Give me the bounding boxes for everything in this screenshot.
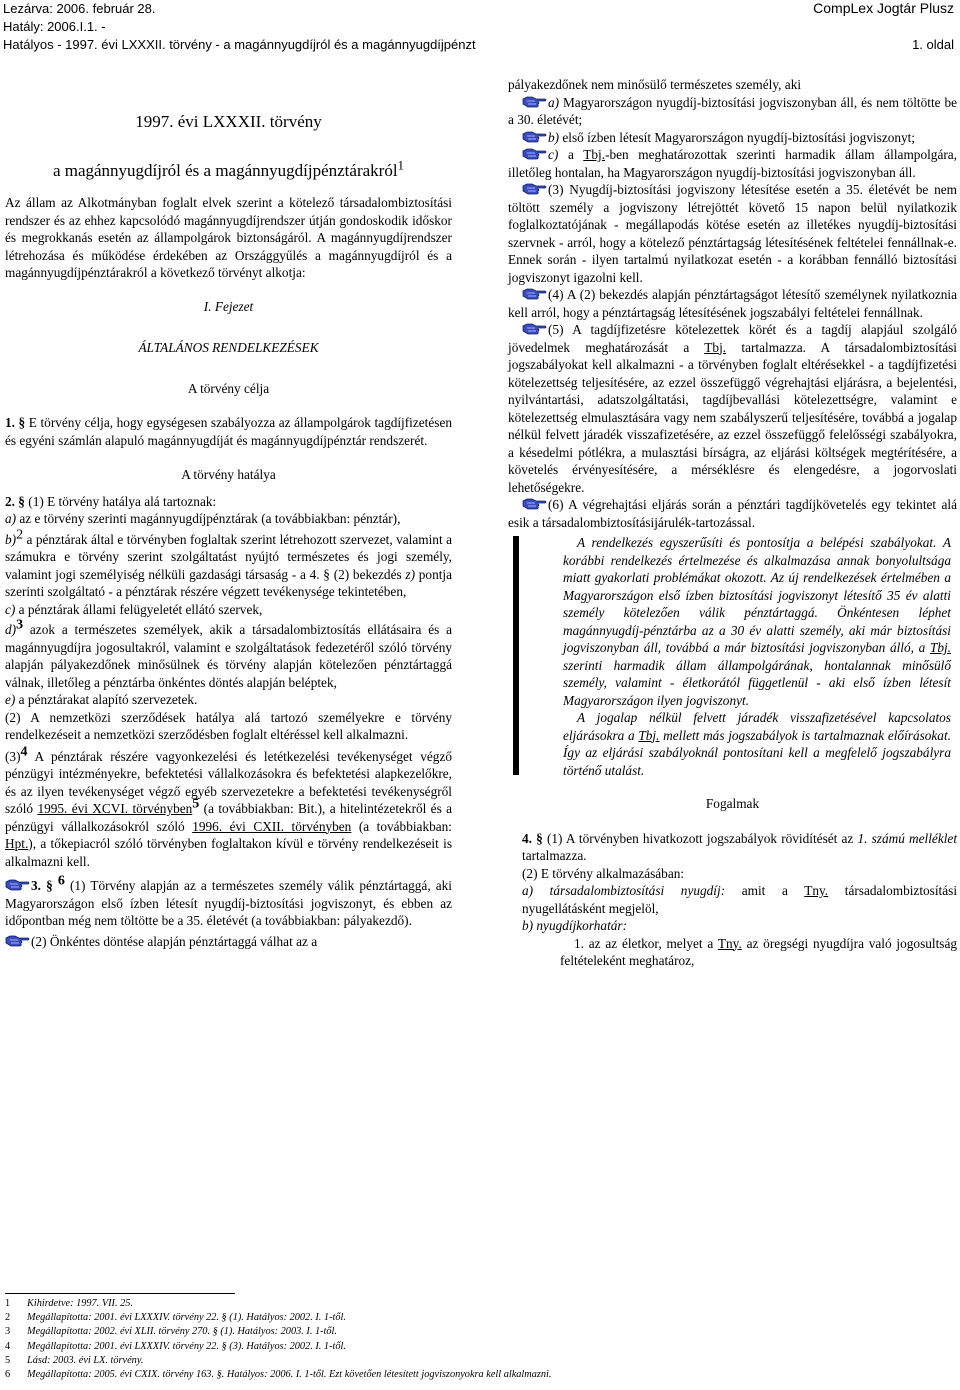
footnote-ref[interactable]: 2	[16, 527, 24, 543]
definition-b: b) nyugdíjkorhatár:	[522, 918, 628, 933]
footnote-ref[interactable]: 4	[20, 744, 28, 760]
section-3-para-1: 3. § 6 (1) Törvény alapján az a természetes személy válik pénztártaggá, aki Magyarországon első ízben létesít nyugdíj-biztosítási jogviszonyt, és ebben az időpontban még nem töltötte be a 35. életévét (a továbbiakban: pályakezdő).	[5, 873, 452, 928]
section-1: 1. § E törvény célja, hogy egységesen szabályozza az állampolgárok tagdíjfizetésen és egyéni számlán alapuló magánnyugdíját és magánnyugdíjpénztár rendszerét.	[5, 415, 452, 448]
law-link-bit[interactable]: 1995. évi XCVI. törvényben	[37, 801, 193, 816]
footnote: 2 Megállapította: 2001. évi LXXXIV. törvény 22. § (1). Hatályos: 2002. I. 1-től.	[5, 1312, 346, 1324]
abbrev-link-tny[interactable]: Tny.	[804, 883, 829, 898]
commentary-bar-gap	[513, 834, 519, 844]
section-3-para-6: (6) A végrehajtási eljárás során a pénztári tagdíjkövetelés egy tekintet alá esik a társadalombiztosításijárulék-tartozással.	[508, 497, 957, 530]
preamble-text: Az állam az Alkotmányban foglalt elvek szerint a kötelező társadalombiztosítási rendszer és az ehhez kapcsolódó magánnyugdíjrendszer útján gondoskodik időskor és megrokkanás esetén az állampolgárok biztonságáról.	[5, 195, 452, 245]
heading-definitions: Fogalmak	[705, 796, 760, 811]
abbrev-link-tbj[interactable]: Tbj.	[929, 640, 951, 655]
section-4-para-1: 4. § (1) A törvényben hivatkozott jogszabályok rövidítését az 1. számú melléklet tartalmazza.	[522, 830, 958, 863]
footnotes	[5, 1297, 945, 1382]
page-header	[0, 0, 960, 56]
preamble	[5, 194, 452, 282]
footnote: 3 Megállapította: 2002. évi XLII. törvény 270. § (1). Hatályos: 2003. I. 1-től.	[5, 1326, 337, 1338]
pointing-hand-icon[interactable]	[522, 130, 547, 144]
pointing-hand-icon[interactable]	[5, 878, 30, 892]
pointing-hand-icon[interactable]	[522, 287, 547, 301]
section-4-para-2: (2) E törvény alkalmazásában:	[522, 865, 685, 881]
heading-scope: A törvény hatálya	[181, 467, 276, 482]
commentary-block	[513, 534, 957, 779]
section-2-point-a: a) az e törvény szerinti magánnyugdíjpénztárak (a továbbiakban: pénztár),	[5, 511, 401, 526]
section-2-point-c: c) a pénztárak állami felügyeletét ellátó szervek,	[5, 601, 263, 617]
document-title-line: Hatályos - 1997. évi LXXXII. törvény - a magánnyugdíjról és a magánnyugdíjpénzt	[3, 37, 476, 52]
heading-purpose: A törvény célja	[187, 380, 270, 396]
section-2-para-3: (3)4 A pénztárak részére vagyonkezelési és letétkezelési tevékenységet végző pénzügyi intézményekre, befektetési vállalkozásokra és befektetési alapkezelőkre, és az ilyen tevékenységet végző egyéb szervezetekre a befektetési tevékenységről szóló 1995. évi XCVI. törvényben5 (a továbbiakban: Bit.), a hitelintézetekről és a pénzügyi vállalkozásokról szóló 1996. évi CXII. törvényben (a továbbiakban: Hpt.), a tőkepiacról szóló törvényben foglaltakon kívül e törvény rendelkezéseit is alkalmazni kell.	[5, 744, 453, 869]
section-2-point-b: b)2 a pénztárak által e törvényben foglaltak szerint létrehozott szervezet, valamint a számukra e törvény szerint szolgáltatást nyújtó természetes és jogi személy, valamint jogi személyiség nélküli gazdasági társaság - a 4. § (2) bekezdés z) pontja szerinti szolgáltató - a pénztárak részére végzett tevékenysége tekintetében,	[5, 527, 453, 599]
footnote-ref[interactable]: 6	[57, 873, 65, 889]
closed-date: Lezárva: 2006. február 28.	[3, 1, 156, 16]
pointing-hand-icon[interactable]	[522, 497, 547, 511]
commentary-bar	[513, 536, 519, 775]
definition-a: a) társadalombiztosítási nyugdíj: amit a Tny. társadalombiztosítási nyugellátásként megjelöl,	[522, 883, 958, 916]
right-column	[508, 76, 957, 970]
section-3-para-5: (5) A tagdíjfizetésre kötelezettek körét és a tagdíj alapjául szolgáló jövedelmek meghatározását a Tbj. tartalmazza. A társadalombiztosítási jogszabályokat kell alkalmazni - a törvényben foglalt eltérésekkel - a tagdíjfizetési kötelezettség teljesítésére, az ezzel összefüggő végrehajtási eljárásra, a bejelentési, nyilvántartási, adatszolgáltatási, tagdíjbevallási kötelezettségre, valamint e kötelezettség elmulasztására vagy nem szabályszerű teljesítésére, továbbá a jogalap nélkül felvett járadék visszafizetésére, az ezzel összefüggő felelősségi szabályokra, a késedelmi pótlékra, a mulasztási bírságra, az eljárási költségek megtérítésére, a követelés érvényesítésére, a mérséklésre és elengedésre, a jogorvoslati lehetőségekre.	[508, 322, 957, 495]
definition-b-1: 1. az az életkor, melyet a Tny. az öregségi nyugdíjra való jogosultság feltételeként meghatároz,	[560, 935, 958, 968]
pointing-hand-icon[interactable]	[522, 322, 547, 336]
section-number: 2. §	[5, 493, 25, 509]
footnote: 5 Lásd: 2003. évi LX. törvény.	[5, 1354, 144, 1366]
commentary-text-2: A jogalap nélkül felvett járadék visszafizetésével kapcsolatos eljárásokra a Tbj. mellett más jogszabályok is tartalmaznak előírásokat. Így az eljárási szabályoknál pontosítani kell a megfelelő jogszabályra történő utalást.	[563, 710, 951, 778]
pointing-hand-icon[interactable]	[522, 95, 547, 109]
abbrev-link-hpt[interactable]: Hpt.	[5, 836, 29, 851]
footnote: 4 Megállapította: 2001. évi LXXXIV. törvény 22. § (3). Hatályos: 2002. I. 1-től.	[5, 1340, 346, 1352]
preamble-text-2: A magánnyugdíjrendszer létrehozása és működése érdekében az Országgyűlés a magánnyugdíjról és a magánnyugdíjpénztárakról a következő törvényt alkotja:	[5, 230, 452, 280]
footnote-ref[interactable]: 1	[397, 157, 405, 173]
page-number: 1. oldal	[912, 37, 954, 52]
point-a: a) Magyarországon nyugdíj-biztosítási jogviszonyban áll, és nem töltötte be a 30. életévét;	[508, 94, 957, 127]
section-2-para-2: (2) A nemzetközi szerződések hatálya alá tartozó személyekre e törvény rendelkezéseit a nemzetközi szerződésben foglalt eltéréssel kell alkalmazni.	[5, 709, 452, 742]
pointing-hand-icon[interactable]	[522, 147, 547, 161]
section-3-para-4: (4) A (2) bekezdés alapján pénztártagságot létesítő személynek nyilatkoznia kell arról, hogy a pénztártagság létesítésének jogszabályi feltételei fennállnak.	[508, 287, 957, 320]
footnote-ref[interactable]: 3	[16, 617, 24, 633]
section-2-point-d: d)3 azok a természetes személyek, akik a társadalombiztosítás ellátásaira és a magánnyugdíjra jogosultakról, valamint e szolgáltatások fedezetéről szóló törvény alapján pályakezdőnek minősülnek és törvény alapján kötelezően pénztártaggá válnak, illetőleg a pénztárba önkéntes döntés alapján beléptek,	[5, 617, 452, 690]
law-subtitle: a magánnyugdíjról és a magánnyugdíjpénztárakról$^1$	[52, 157, 405, 180]
section-2-intro: 2. § (1) E törvény hatálya alá tartoznak:	[5, 493, 217, 509]
abbrev-link-tbj[interactable]: Tbj.	[583, 147, 606, 162]
left-column	[5, 76, 452, 950]
pointing-hand-icon[interactable]	[522, 182, 547, 196]
section-number: 4. §	[522, 830, 543, 846]
section-number: 3. §	[31, 878, 53, 893]
chapter-number: I. Fejezet	[203, 298, 254, 314]
footnote: 6 Megállapította: 2005. évi CXIX. törvény 163. §. Hatályos: 2006. I. 1-től. Ezt követően létesített jogviszonyokra kell alkalmazni.	[5, 1369, 552, 1381]
law-title: 1997. évi LXXXII. törvény	[135, 112, 322, 131]
section-2-point-e: e) a pénztárakat alapító szervezetek.	[5, 692, 198, 707]
law-link-hpt[interactable]: 1996. évi CXII. törvényben	[192, 818, 352, 834]
section-3-para-2: (2) Önkéntes döntése alapján pénztártaggá válhat az a	[5, 933, 452, 951]
section-3-para-2-cont: pályakezdőnek nem minősülő természetes személy, aki	[508, 77, 802, 92]
section-3-para-3: (3) Nyugdíj-biztosítási jogviszony létesítése esetén a 35. életévét be nem töltött személy a jogviszony létrejöttét követő 15 napon belül nyilatkozik foglalkoztatójának - megállapodás kötése esetén az illetékes nyugdíj-biztosítási szervnek - arról, hogy a kötelező pénztártagság létesítésének feltételei fennállnak-e. Ennek során - ilyen tartalmú nyilatkozat esetén - a korábban fennálló biztosítási jogviszonyt igazolni kell.	[508, 182, 957, 285]
footnote-ref[interactable]: 5	[192, 796, 200, 812]
section-number: 1. §	[5, 415, 26, 430]
pointing-hand-icon[interactable]	[5, 934, 30, 948]
footnote: 1 Kihirdetve: 1997. VII. 25.	[5, 1298, 133, 1309]
product-name: CompLex Jogtár Plusz	[813, 0, 954, 16]
chapter-title: ÁLTALÁNOS RENDELKEZÉSEK	[138, 340, 319, 355]
abbrev-link-tbj[interactable]: Tbj.	[638, 727, 660, 743]
point-c: c) a Tbj.-ben meghatározottak szerinti harmadik állam állampolgára, illetőleg hontalan, ha Magyarországon nyugdíj-biztosítási jogviszonyban áll.	[508, 147, 957, 180]
commentary-text-1: A rendelkezés egyszerűsíti és pontosítja a belépési szabályokat. A korábbi rendelkezés értelmezése és alkalmazása annak bonyolultsága miatt gyakorlati problémákat okozott. Az új rendelkezések értelmében a Magyarországon első ízben biztosítási jogviszonyt létesítő 35 év alatti személy kötelezően válik pénztártaggá. Önkéntesen léphet magánnyugdíj-pénztárba az a 30 év alatti személy, aki már biztosítási jogviszonyban áll, továbbá a már biztosítási jogviszonyban álló, a Tbj. szerinti harmadik állam állampolgárának, hontalannak minősülő személy, valamint - életkorától függetlenül - aki első ízben létesít Magyarországon ilyen jogviszonyt.	[563, 535, 951, 708]
abbrev-link-tny[interactable]: Tny.	[717, 935, 742, 951]
point-b: b) első ízben létesít Magyarországon nyugdíj-biztosítási jogviszonyt;	[508, 129, 957, 147]
abbrev-link-tbj[interactable]: Tbj.	[704, 339, 727, 355]
effective-date: Hatály: 2006.I.1. -	[3, 19, 106, 34]
footnote-separator	[5, 1293, 235, 1294]
